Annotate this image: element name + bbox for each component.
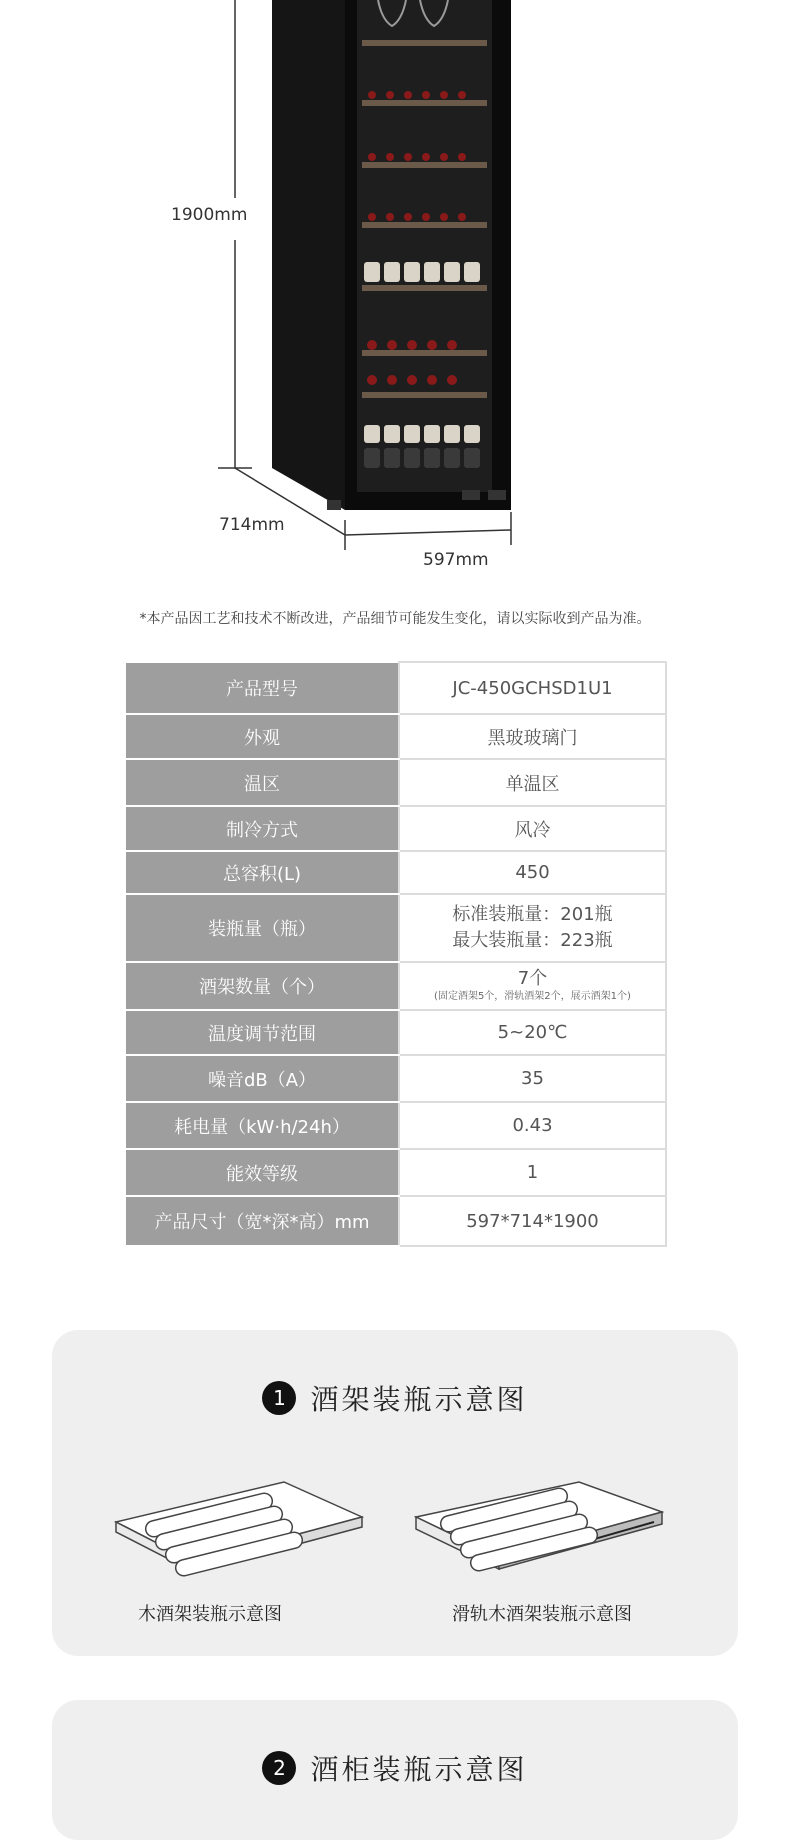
spec-value: 597*714*1900 xyxy=(399,1196,666,1246)
spec-value-line: 标准装瓶量：201瓶 xyxy=(452,904,613,925)
section-number-badge: 2 xyxy=(262,1751,296,1785)
spec-key: 产品型号 xyxy=(125,662,399,714)
section-title-text: 酒架装瓶示意图 xyxy=(310,1383,528,1416)
spec-value: 风冷 xyxy=(399,806,666,851)
section-number-badge: 1 xyxy=(262,1381,296,1415)
table-row xyxy=(125,962,666,1010)
spec-value: 1 xyxy=(399,1149,666,1196)
section-title xyxy=(52,1378,738,1418)
spec-key: 耗电量（kW·h/24h） xyxy=(125,1102,399,1149)
table-row xyxy=(125,1055,666,1102)
table-row xyxy=(125,714,666,759)
section-title xyxy=(52,1748,738,1788)
spec-value: JC-450GCHSD1U1 xyxy=(399,662,666,714)
spec-table xyxy=(124,661,667,1247)
sliding-rack-illustration xyxy=(414,1462,664,1582)
table-row xyxy=(125,1196,666,1246)
height-dimension-label: 1900mm xyxy=(171,205,248,225)
table-row xyxy=(125,662,666,714)
spec-key: 制冷方式 xyxy=(125,806,399,851)
table-row xyxy=(125,806,666,851)
spec-key: 外观 xyxy=(125,714,399,759)
spec-value-main: 7个 xyxy=(517,968,548,989)
spec-value: 黑玻玻璃门 xyxy=(399,714,666,759)
spec-value: 5~20℃ xyxy=(399,1010,666,1055)
spec-key: 总容积(L) xyxy=(125,851,399,894)
sliding-rack-caption: 滑轨木酒架装瓶示意图 xyxy=(452,1604,632,1625)
disclaimer-text: *本产品因工艺和技术不断改进，产品细节可能发生变化，请以实际收到产品为准。 xyxy=(139,611,651,627)
spec-key: 能效等级 xyxy=(125,1149,399,1196)
spec-value: 450 xyxy=(399,851,666,894)
width-dimension-label: 597mm xyxy=(423,550,489,570)
wooden-rack-caption: 木酒架装瓶示意图 xyxy=(138,1604,282,1625)
spec-key: 温度调节范围 xyxy=(125,1010,399,1055)
rack-diagram-card xyxy=(52,1330,738,1656)
spec-key: 装瓶量（瓶） xyxy=(125,894,399,962)
section-title-text: 酒柜装瓶示意图 xyxy=(310,1753,528,1786)
dimension-illustration xyxy=(0,0,790,580)
spec-value: 35 xyxy=(399,1055,666,1102)
spec-key: 噪音dB（A） xyxy=(125,1055,399,1102)
spec-value xyxy=(399,962,666,1010)
spec-key: 酒架数量（个） xyxy=(125,962,399,1010)
table-row xyxy=(125,851,666,894)
table-row xyxy=(125,894,666,962)
depth-dimension-label: 714mm xyxy=(219,515,285,535)
spec-value-note: (固定酒架5个，滑轨酒架2个，展示酒架1个) xyxy=(434,991,631,1002)
spec-key: 产品尺寸（宽*深*高）mm xyxy=(125,1196,399,1246)
wooden-rack-illustration xyxy=(114,1462,364,1582)
spec-value-line: 最大装瓶量：223瓶 xyxy=(452,930,613,951)
spec-value: 0.43 xyxy=(399,1102,666,1149)
table-row xyxy=(125,1149,666,1196)
table-row xyxy=(125,1010,666,1055)
table-row xyxy=(125,1102,666,1149)
spec-value xyxy=(399,894,666,962)
spec-value: 单温区 xyxy=(399,759,666,806)
table-row xyxy=(125,759,666,806)
cabinet-diagram-card xyxy=(52,1700,738,1840)
wine-cabinet-image xyxy=(0,0,790,580)
spec-key: 温区 xyxy=(125,759,399,806)
